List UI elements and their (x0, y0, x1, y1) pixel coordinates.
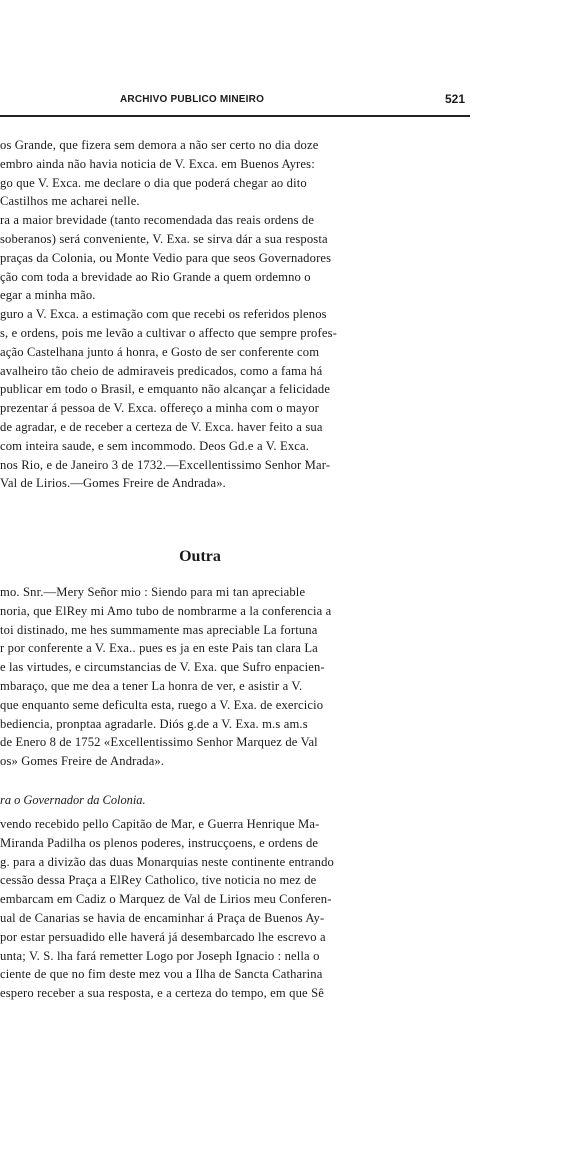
text-line: Val de Lirios.—Gomes Freire de Andrada». (0, 476, 226, 491)
text-line: ação Castelhana junto á honra, e Gosto de ser conferente com (0, 344, 320, 359)
text-line: cessão dessa Praça a ElRey Catholico, tive noticia no mez de (0, 873, 317, 888)
text-line: embarcam em Cadiz o Marquez de Val de Lirios meu Conferen- (0, 892, 332, 907)
text-line: de agradar, e de receber a certeza de V. Exca. haver feito a sua (0, 419, 323, 434)
letter-addressee: ra o Governador da Colonia. (0, 793, 146, 807)
text-line: egar a minha mão. (0, 288, 96, 303)
text-line: os Grande, que fizera sem demora a não ser certo no dia doze (0, 138, 319, 152)
text-line: toi distinado, me hes summamente mas apreciable La fortuna (0, 622, 318, 637)
text-line: ciente de que no fim deste mez vou a Ilha de Sancta Catharina (0, 967, 323, 982)
text-line: go que V. Exca. me declare o dia que poderá chegar ao dito (0, 175, 307, 190)
text-line: que enquanto seme deficulta esta, ruego a V. Exa. de exercicio (0, 697, 324, 712)
running-head-title: ARCHIVO PUBLICO MINEIRO (120, 94, 265, 105)
text-line: ção com toda a brevidade ao Rio Grande a quem ordemno o (0, 269, 311, 284)
text-line: publicar em todo o Brasil, e emquanto não alcançar a felicidade (0, 382, 331, 397)
running-header (120, 92, 465, 114)
text-line: g. para a divizão das duas Monarquias neste continente entrando (0, 854, 334, 869)
text-line: mbaraço, que me dea a tener La honra de ver, e asistir a V. (0, 678, 303, 693)
text-line: ual de Canarias se havia de encaminhar á Praça de Buenos Ay- (0, 910, 325, 925)
text-line: soberanos) será conveniente, V. Exa. se sirva dár a sua resposta (0, 231, 328, 246)
text-line: os» Gomes Freire de Andrada». (0, 754, 165, 769)
letter-body-1 (0, 136, 470, 493)
text-line: avalheiro tão cheio de admiraveis predicados, como a fama há (0, 363, 323, 378)
text-line: ra a maior brevidade (tanto recomendada das reais ordens de (0, 213, 315, 228)
text-line: unta; V. S. lha fará remetter Logo por Joseph Ignacio : nella o (0, 948, 320, 963)
text-line: de Enero 8 de 1752 «Excellentissimo Senhor Marquez de Val (0, 735, 318, 750)
text-line: guro a V. Exca. a estimação com que recebi os referidos plenos (0, 307, 327, 322)
text-line: bediencia, pronptaa agradarle. Diós g.de a V. Exa. m.s am.s (0, 716, 308, 731)
text-line: s, e ordens, pois me levão a cultivar o affecto que sempre profes- (0, 325, 337, 340)
text-line: e las virtudes, e circumstancias de V. Exa. que Sufro enpacien- (0, 660, 325, 675)
text-line: espero receber a sua resposta, e a certeza do tempo, em que Sê (0, 986, 324, 1001)
text-line: com inteira saude, e sem incommodo. Deos Gd.e a V. Exca. (0, 438, 310, 453)
letter-body-2 (0, 583, 470, 771)
text-line: mo. Snr.—Mery Señor mio : Siendo para mi tan apreciable (0, 585, 306, 599)
text-line: Miranda Padilha os plenos poderes, instrucçoens, e ordens de (0, 835, 319, 850)
text-line: Castilhos me acharei nelle. (0, 194, 140, 209)
text-line: noria, que ElRey mi Amo tubo de nombrarme a la conferencia a (0, 603, 332, 618)
letter-body-3 (0, 815, 470, 1003)
text-line: por estar persuadido elle haverá já desembarcado lhe escrevo a (0, 929, 326, 944)
page-number: 521 (444, 92, 465, 106)
text-line: embro ainda não havia noticia de V. Exca. em Buenos Ayres: (0, 156, 315, 171)
section-heading: Outra (179, 548, 221, 565)
header-rule (0, 115, 470, 117)
text-line: nos Rio, e de Janeiro 3 de 1732.—Excellentissimo Senhor Mar- (0, 457, 331, 472)
text-line: vendo recebido pello Capitão de Mar, e Guerra Henrique Ma- (0, 817, 320, 831)
text-line: r por conferente a V. Exa.. pues es ja en este Pais tan clara La (0, 641, 318, 656)
text-line: praças da Colonia, ou Monte Vedio para que seos Governadores (0, 250, 332, 265)
text-line: prezentar á pessoa de V. Exca. offereço a minha com o mayor (0, 401, 320, 416)
